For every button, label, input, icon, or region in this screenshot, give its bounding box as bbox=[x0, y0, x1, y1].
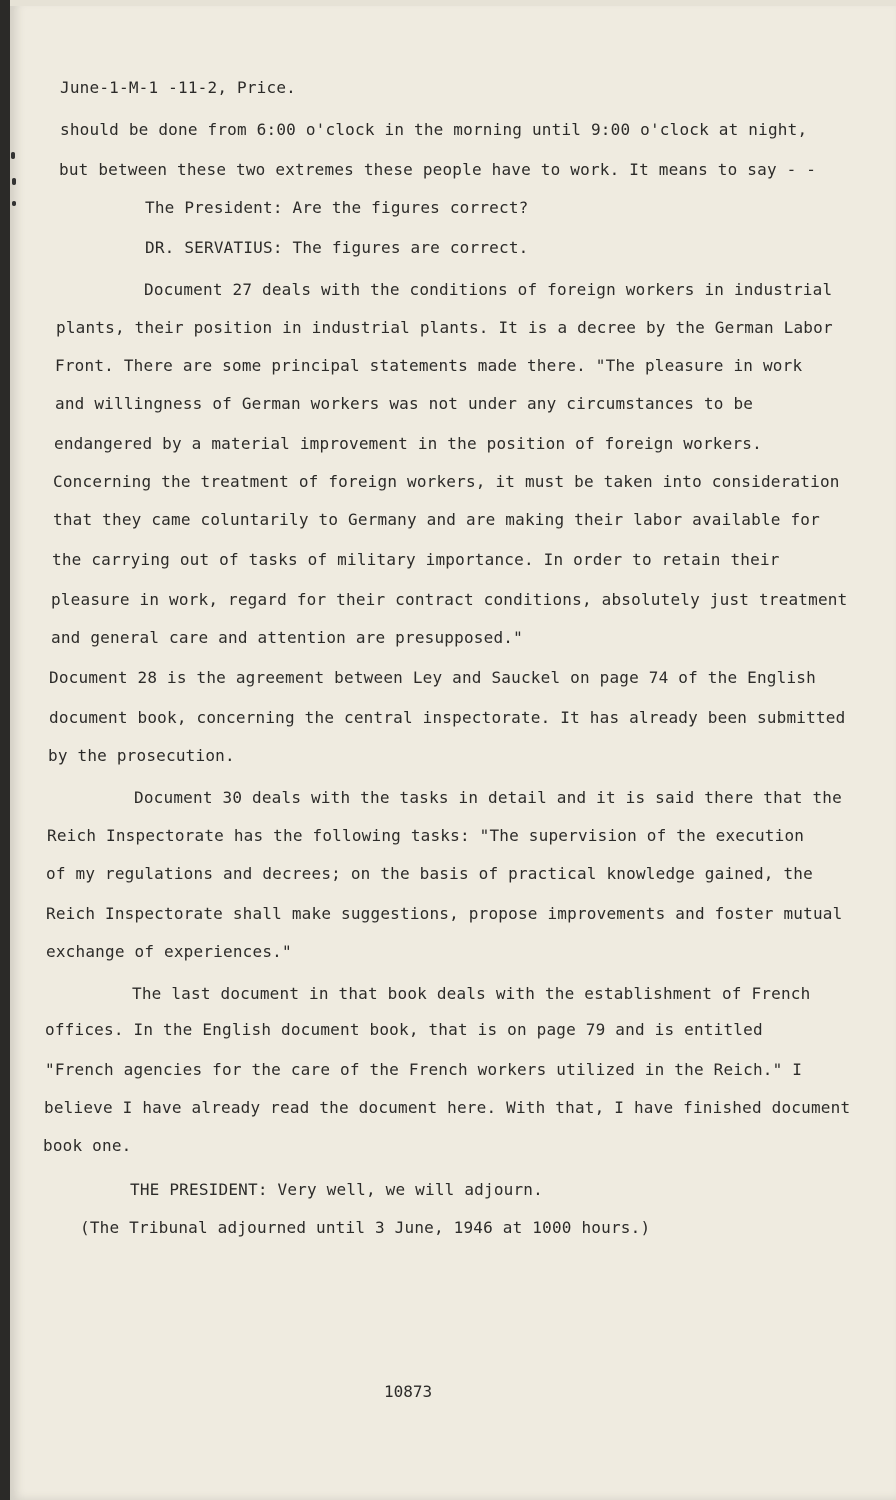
text-line: book one. bbox=[43, 1136, 132, 1155]
text-line: DR. SERVATIUS: The figures are correct. bbox=[145, 238, 529, 257]
text-line: Concerning the treatment of foreign workers, it must be taken into consideration bbox=[53, 472, 840, 491]
text-line: The last document in that book deals with the establishment of French bbox=[132, 984, 811, 1003]
text-line: Document 28 is the agreement between Ley and Sauckel on page 74 of the English bbox=[49, 668, 816, 687]
text-line: and willingness of German workers was not under any circumstances to be bbox=[55, 394, 754, 413]
text-line: Document 27 deals with the conditions of foreign workers in industrial bbox=[144, 280, 833, 299]
text-line: document book, concerning the central inspectorate. It has already been submitted bbox=[49, 708, 846, 727]
text-line: by the prosecution. bbox=[48, 746, 235, 765]
text-line: Reich Inspectorate has the following tasks: "The supervision of the execution bbox=[47, 826, 805, 845]
text-line: THE PRESIDENT: Very well, we will adjourn. bbox=[130, 1180, 543, 1199]
text-line: but between these two extremes these people have to work. It means to say - - bbox=[59, 160, 817, 179]
punch-mark bbox=[12, 178, 16, 185]
punch-mark bbox=[11, 152, 15, 159]
punch-mark bbox=[12, 201, 16, 206]
page-number: 10873 bbox=[384, 1382, 433, 1401]
text-line: "French agencies for the care of the French workers utilized in the Reich." I bbox=[45, 1060, 803, 1079]
text-line: that they came coluntarily to Germany and are making their labor available for bbox=[53, 510, 820, 529]
text-line: of my regulations and decrees; on the basis of practical knowledge gained, the bbox=[46, 864, 813, 883]
text-line: endangered by a material improvement in the position of foreign workers. bbox=[54, 434, 762, 453]
text-line: believe I have already read the document here. With that, I have finished document bbox=[44, 1098, 851, 1117]
text-line: Document 30 deals with the tasks in detail and it is said there that the bbox=[134, 788, 842, 807]
text-line: Front. There are some principal statements made there. "The pleasure in work bbox=[55, 356, 803, 375]
text-line: the carrying out of tasks of military importance. In order to retain their bbox=[52, 550, 780, 569]
text-line: and general care and attention are presupposed." bbox=[51, 628, 523, 647]
page-header: June-1-M-1 -11-2, Price. bbox=[60, 78, 296, 97]
text-line: plants, their position in industrial plants. It is a decree by the German Labor bbox=[56, 318, 833, 337]
text-line: pleasure in work, regard for their contract conditions, absolutely just treatment bbox=[51, 590, 848, 609]
text-line: exchange of experiences." bbox=[46, 942, 292, 961]
text-line: (The Tribunal adjourned until 3 June, 1946 at 1000 hours.) bbox=[80, 1218, 651, 1237]
text-line: should be done from 6:00 o'clock in the morning until 9:00 o'clock at night, bbox=[60, 120, 808, 139]
text-line: offices. In the English document book, that is on page 79 and is entitled bbox=[45, 1020, 763, 1039]
text-line: The President: Are the figures correct? bbox=[145, 198, 529, 217]
document-page bbox=[10, 0, 896, 1500]
text-line: Reich Inspectorate shall make suggestions, propose improvements and foster mutual bbox=[46, 904, 843, 923]
